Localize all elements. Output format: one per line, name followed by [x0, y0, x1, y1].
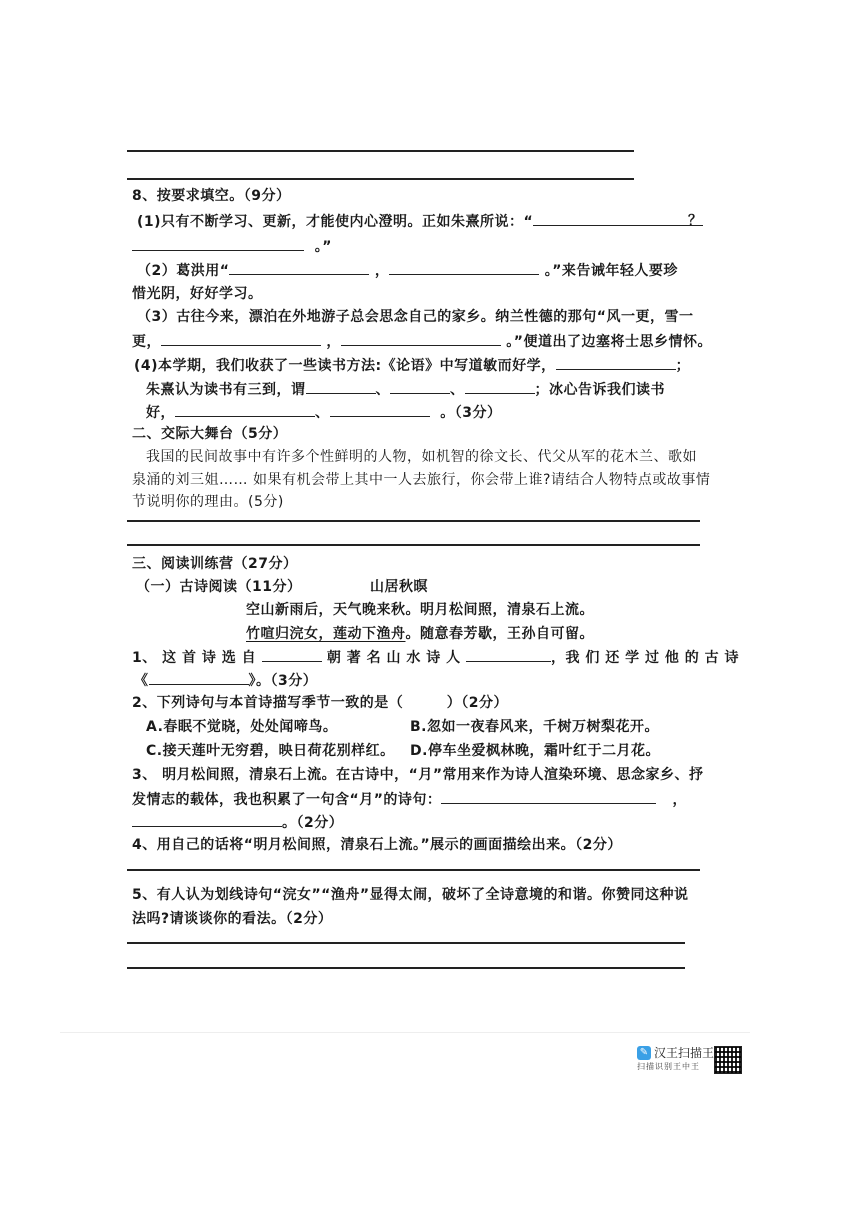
- watermark-title: 汉王扫描王: [654, 1046, 715, 1060]
- q8-item2-text: （2）葛洪用“: [137, 263, 230, 279]
- blank: [390, 379, 450, 394]
- poem-line-1: 空山新雨后，天气晚来秋。明月松间照，清泉石上流。: [246, 602, 594, 618]
- poem-line-2-rest: 。随意春芳歇，王孙自可留。: [405, 626, 594, 642]
- q3-line3: [132, 812, 343, 833]
- q8-item3-rest: 。”便道出了边塞将士思乡情怀。: [506, 334, 712, 350]
- q8-item4-line2: [146, 379, 665, 400]
- q8-item2-line2: 惜光阴，好好学习。: [132, 286, 263, 302]
- blank: [229, 260, 369, 275]
- q1-text-a: 1、 这 首 诗 选 自: [132, 650, 257, 666]
- separator: 、: [315, 405, 330, 421]
- q8-item4-line2-text: 朱熹认为读书有三到，谓: [146, 382, 306, 398]
- q8-item3-line1: （3）古往今来，漂泊在外地游子总会思念自己的家乡。纳兰性德的那句“风一更，雪一: [137, 309, 694, 325]
- q8-item1-text: (1)只有不断学习、更新，才能使内心澄明。正如朱熹所说：“: [137, 214, 534, 230]
- blank: [132, 236, 304, 251]
- blank: [330, 402, 430, 417]
- blank: [132, 812, 282, 827]
- q3-text: 发情志的载体，我也积累了一句含“月”的诗句：: [132, 792, 442, 808]
- q2-option-a: A.春眠不觉晓，处处闻啼鸟。: [146, 719, 338, 735]
- q1-text-b: 朝 著 名 山 水 诗 人: [326, 650, 461, 666]
- sec2-para-3: 节说明你的理由。(5分): [132, 494, 284, 510]
- blank: [465, 379, 535, 394]
- blank: [341, 331, 501, 346]
- answer-line: [127, 869, 700, 871]
- q2-option-c: C.接天莲叶无穷碧，映日荷花别样红。: [146, 743, 395, 759]
- qr-code-icon: [714, 1046, 742, 1074]
- blank: [262, 647, 322, 662]
- q3-comma: ，: [672, 792, 688, 808]
- q4-prompt: 4、用自己的话将“明月松间照，清泉石上流。”展示的画面描绘出来。（2分）: [132, 837, 622, 853]
- q5-line1: 5、有人认为划线诗句“浣女”“渔舟”显得太闹，破坏了全诗意境的和谐。你赞同这种说: [132, 887, 689, 903]
- blank: [389, 260, 539, 275]
- answer-line: [127, 967, 685, 969]
- answer-line: [127, 520, 700, 522]
- q8-item4-line1: [134, 355, 690, 376]
- blank: [466, 647, 551, 662]
- q8-item3-comma: ，: [326, 334, 341, 350]
- q8-item4-line3-text: 好，: [146, 405, 175, 421]
- q8-item3-line2: [132, 331, 712, 352]
- sec2-para-1: 我国的民间故事中有许多个性鲜明的人物，如机智的徐文长、代父从军的花木兰、歌如: [146, 449, 697, 465]
- q8-item2-comma: ，: [374, 263, 390, 279]
- blank: [161, 331, 321, 346]
- q1-close: 》。（3分）: [248, 673, 318, 689]
- q8-item4-semi: ；: [675, 358, 691, 374]
- watermark-subtitle: 扫描识别王中王: [637, 1062, 700, 1071]
- q8-item1-end: 。”: [314, 239, 332, 255]
- separator: 、: [375, 382, 390, 398]
- poem-underlined-phrase: 竹喧归浣女，莲动下渔舟: [246, 626, 406, 642]
- blank: [306, 379, 376, 394]
- q8-item4-line3-end: 。（3分）: [440, 405, 502, 421]
- q3-line2: [132, 789, 687, 810]
- blank: [175, 402, 315, 417]
- blank: [556, 355, 676, 370]
- q8-item4-line3: [146, 402, 502, 423]
- q8-heading: 8、按要求填空。（9分）: [132, 188, 291, 204]
- poem-title: 山居秋暝: [370, 579, 428, 595]
- q8-item1-qmark: ？: [688, 213, 703, 229]
- q3-line1: 3、 明月松间照，清泉石上流。在古诗中，“月”常用来作为诗人渲染环境、思念家乡、抒: [132, 767, 704, 783]
- answer-line: [127, 150, 634, 152]
- page-divider: [60, 1032, 750, 1033]
- q8-item2-rest: 。”来告诫年轻人要珍: [544, 263, 678, 279]
- q2-option-d: D.停车坐爱枫林晚，霜叶红于二月花。: [410, 743, 660, 759]
- q1-text-c: ，我 们 还 学 过 他 的 古 诗: [551, 650, 739, 666]
- q2-option-b: B.忽如一夜春风来，千树万树梨花开。: [410, 719, 659, 735]
- answer-line: [127, 178, 634, 180]
- poem-line-2: [246, 624, 594, 644]
- q2-prompt: 2、下列诗句与本首诗描写季节一致的是（ ）（2分）: [132, 695, 508, 711]
- sec2-heading: 二、交际大舞台（5分）: [132, 426, 288, 442]
- q1-open-bracket: 《: [134, 673, 149, 689]
- sec2-para-2: 泉涌的刘三姐…… 如果有机会带上其中一人去旅行，你会带上谁?请结合人物特点或故事情: [132, 472, 711, 488]
- blank: [533, 211, 703, 226]
- q1-line2: [134, 670, 317, 691]
- sec3-heading: 三、阅读训练营（27分）: [132, 556, 298, 572]
- q3-end: 。（2分）: [282, 815, 344, 831]
- blank: [441, 789, 656, 804]
- answer-line: [127, 942, 685, 944]
- q5-line2: 法吗?请谈谈你的看法。（2分）: [132, 911, 333, 927]
- answer-line: [127, 544, 700, 546]
- q8-item4-text: (4)本学期，我们收获了一些读书方法:《论语》中写道敏而好学，: [134, 358, 556, 374]
- q8-item4-line2-end: ；冰心告诉我们读书: [534, 382, 665, 398]
- sec3-subheading: （一）古诗阅读（11分）: [136, 579, 302, 595]
- q1-line1: [132, 647, 739, 668]
- blank: [149, 670, 249, 685]
- scanner-logo-icon: ✎: [637, 1046, 651, 1060]
- q8-item3-start: 更，: [132, 334, 161, 350]
- separator: 、: [450, 382, 465, 398]
- q8-item1-line2: [132, 236, 332, 257]
- q8-item1: [137, 211, 703, 232]
- q8-item2: [137, 260, 678, 281]
